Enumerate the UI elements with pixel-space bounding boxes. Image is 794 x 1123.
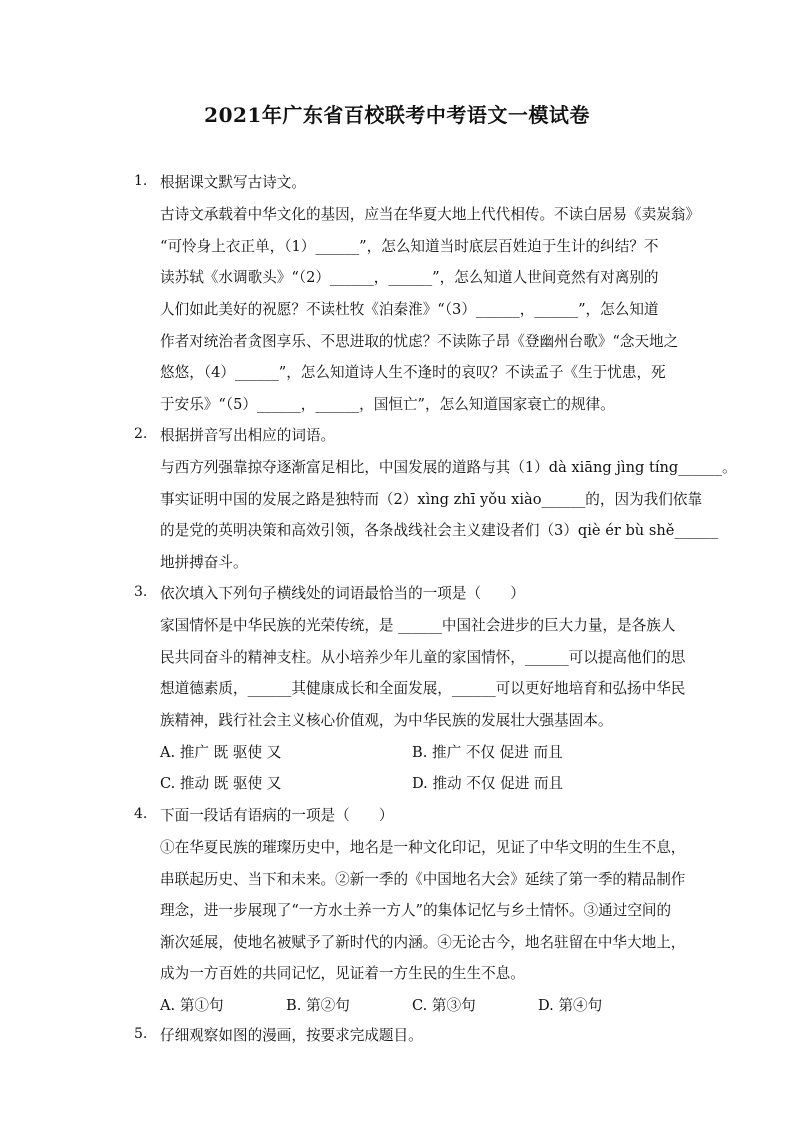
question-4-option-d: D. 第④句 — [538, 997, 603, 1014]
question-2-line: 事实证明中国的发展之路是独特而（2）xìng zhī yǒu xiào______的，因为我们依靠 — [160, 491, 703, 508]
question-5-stem: 仔细观察如图的漫画，按要求完成题目。 — [160, 1027, 423, 1044]
question-5-number: 5. — [134, 1026, 148, 1042]
question-1-line: 作者对统治者贪图享乐、不思进取的忧虑？不读陈子昂《登幽州台歌》“念天地之 — [160, 333, 679, 350]
question-3-line: 族精神，践行社会主义核心价值观，为中华民族的发展壮大强基固本。 — [160, 712, 613, 729]
question-4-option-b: B. 第②句 — [286, 997, 350, 1014]
question-1-number: 1. — [134, 173, 148, 189]
question-1-line: 读苏轼《水调歌头》“（2）______，______”，怎么知道人世间竟然有对离别的 — [160, 269, 659, 286]
question-1-line: 于安乐》“（5）______，______，国恒亡”，怎么知道国家衰亡的规律。 — [160, 396, 615, 413]
question-4-line: 成为一方百姓的共同记忆，见证着一方生民的生生不息。 — [160, 965, 525, 982]
question-2-stem: 根据拼音写出相应的词语。 — [160, 427, 336, 444]
question-4-line: 渐次延展，使地名被赋予了新时代的内涵。④无论古今，地名驻留在中华大地上， — [160, 934, 686, 951]
question-1-line: 古诗文承载着中华文化的基因，应当在华夏大地上代代相传。不读白居易《卖炭翁》 — [160, 206, 700, 223]
question-3-option-a: A. 推广 既 驱使 又 — [160, 744, 282, 761]
question-4-line: ①在华夏民族的璀璨历史中，地名是一种文化印记，见证了中华文明的生生不息， — [160, 839, 686, 856]
question-1-line: 悠悠，（4）______”，怎么知道诗人生不逢时的哀叹？不读孟子《生于忧患，死 — [160, 364, 666, 381]
question-4-option-c: C. 第③句 — [412, 997, 476, 1014]
question-4-option-a: A. 第①句 — [160, 997, 224, 1014]
question-2-number: 2. — [134, 426, 148, 442]
question-4-line: 串联起历史、当下和未来。②新一季的《中国地名大会》延续了第一季的精品制作 — [160, 871, 686, 888]
question-1-stem: 根据课文默写古诗文。 — [160, 174, 306, 191]
question-4-line: 理念，进一步展现了“一方水土养一方人”的集体记忆与乡土情怀。③通过空间的 — [160, 902, 672, 919]
question-1-line: 人们如此美好的祝愿？不读杜牧《泊秦淮》“（3）______，______”，怎么知道 — [160, 301, 659, 318]
question-3-line: 民共同奋斗的精神支柱。从小培养少年儿童的家国情怀，______可以提高他们的思 — [160, 649, 686, 666]
question-4-stem: 下面一段话有语病的一项是（ ） — [160, 807, 394, 824]
page-title: 2021年广东省百校联考中考语文一模试卷 — [204, 103, 590, 127]
question-3-number: 3. — [134, 584, 148, 600]
question-4-number: 4. — [134, 806, 148, 822]
question-3-line: 家国情怀是中华民族的光荣传统，是 ______中国社会进步的巨大力量，是各族人 — [160, 617, 676, 634]
question-3-line: 想道德素质，______其健康成长和全面发展，______可以更好地培育和弘扬中华民 — [160, 680, 686, 697]
question-3-option-d: D. 推动 不仅 促进 而且 — [412, 775, 564, 792]
question-3-option-c: C. 推动 既 驱使 又 — [160, 775, 282, 792]
question-2-line: 地拼搏奋斗。 — [160, 554, 248, 571]
question-3-option-b: B. 推广 不仅 促进 而且 — [412, 744, 563, 761]
question-3-stem: 依次填入下列句子横线处的词语最恰当的一项是（ ） — [160, 585, 525, 602]
question-2-line: 与西方列强靠掠夺逐渐富足相比，中国发展的道路与其（1）dà xiāng jìng tíng______。 — [160, 459, 737, 476]
question-1-line: “可怜身上衣正单，（1）______”，怎么知道当时底层百姓迫于生计的纠结？不 — [160, 238, 659, 255]
question-2-line: 的是党的英明决策和高效引领，各条战线社会主义建设者们（3）qiè ér bù shě______ — [160, 522, 719, 539]
